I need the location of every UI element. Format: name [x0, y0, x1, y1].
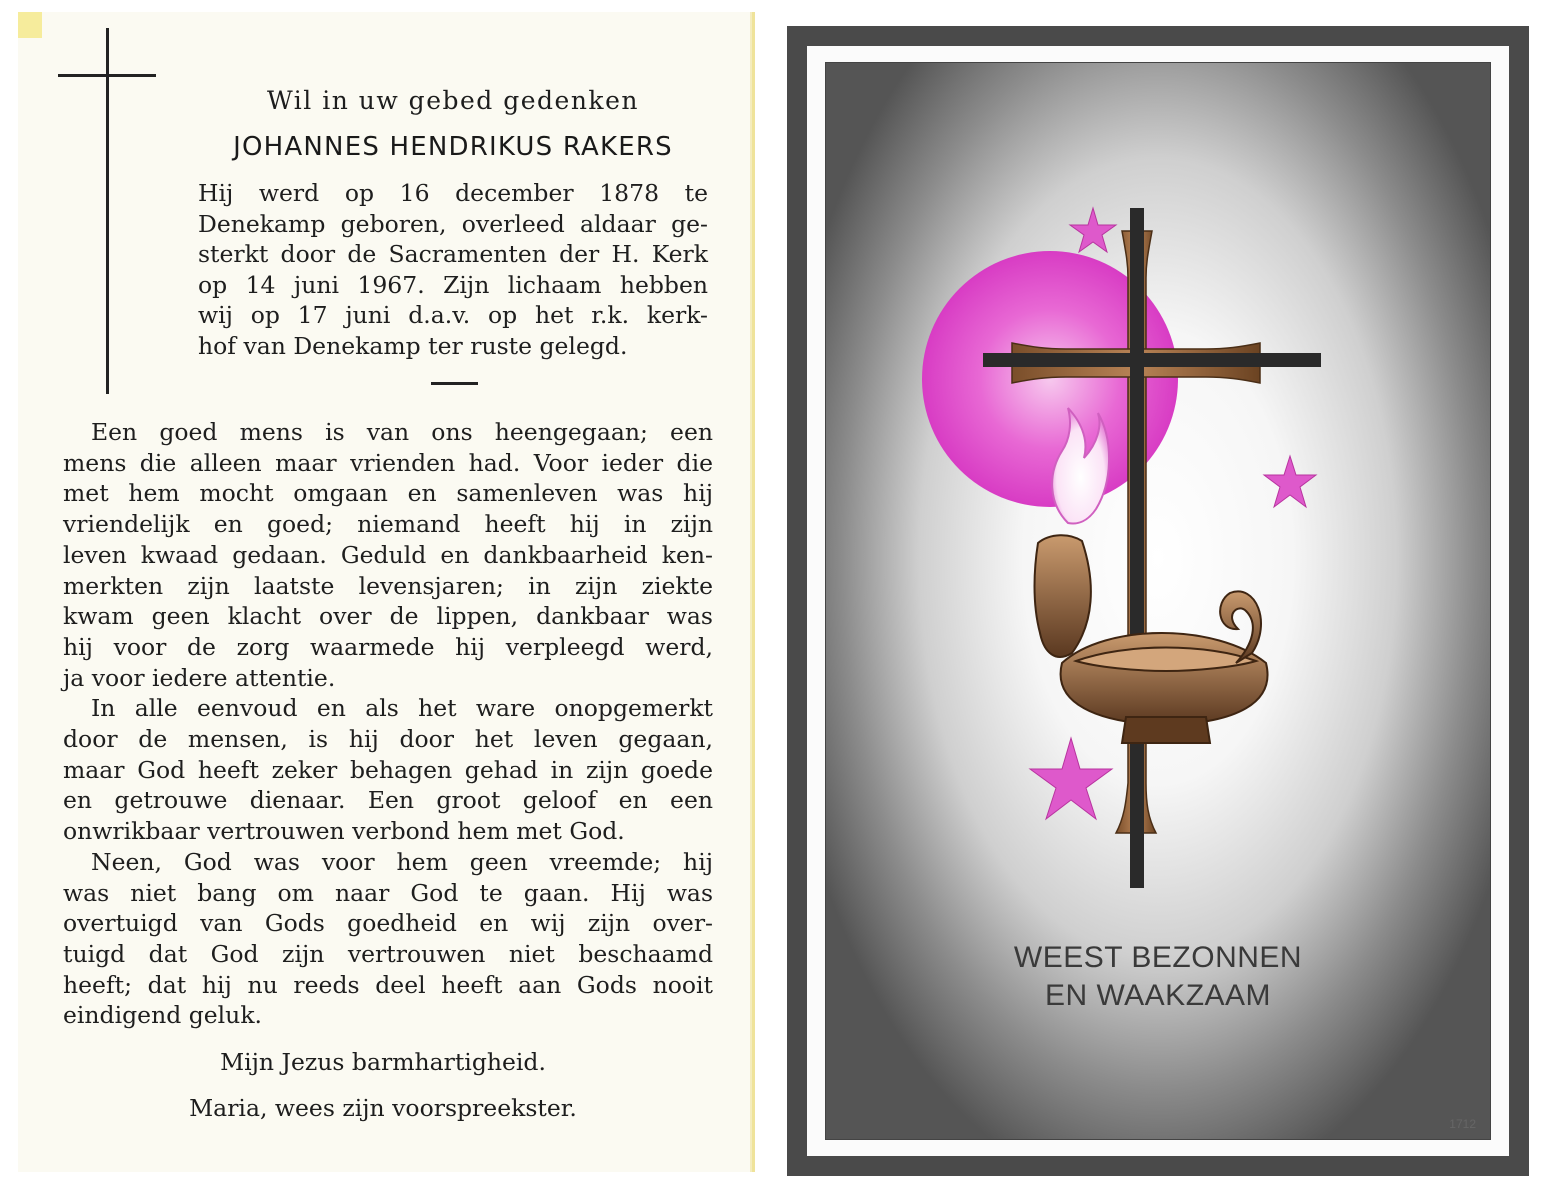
eulogy-line: overtuigd van Gods goedheid en wij zijn over- — [63, 909, 713, 938]
bio-line: wij op 17 juni d.a.v. op het r.k. kerk- — [198, 301, 708, 330]
illustration-panel — [825, 62, 1491, 1140]
eulogy-line: merkten zijn laatste levensjaren; in zijn ziekte — [63, 571, 713, 600]
star-icon — [1070, 208, 1116, 252]
eulogy-line: leven kwaad gedaan. Geduld en dankbaarheid ken- — [63, 540, 713, 569]
eulogy-line: door de mensen, is hij door het leven gegaan, — [63, 725, 713, 754]
eulogy-line: tuigd dat God zijn vertrouwen niet beschaamd — [63, 939, 713, 968]
eulogy-line: en getrouwe dienaar. Een groot geloof en een — [63, 786, 713, 815]
intro-text: Wil in uw gebed gedenken — [267, 86, 639, 115]
eulogy-line: In alle eenvoud en als het ware onopgemerkt — [91, 694, 713, 723]
motto-text — [826, 939, 1490, 1015]
eulogy-line: onwrikbaar vertrouwen verbond hem met God. — [63, 817, 625, 846]
divider-rule — [431, 382, 478, 385]
cross-icon-vertical — [106, 28, 109, 394]
memorial-card-image-side — [787, 26, 1529, 1176]
bio-line: op 14 juni 1967. Zijn lichaam hebben — [198, 270, 708, 299]
eulogy-line: kwam geen klacht over de lippen, dankbaar was — [63, 602, 713, 631]
eulogy-line: vriendelijk en goed; niemand heeft hij in zijn — [63, 510, 713, 539]
cross-icon-horizontal — [58, 74, 156, 77]
eulogy-line: heeft; dat hij nu reeds deel heeft aan Gods nooit — [63, 970, 713, 999]
motto-line: EN WAAKZAAM — [1044, 979, 1272, 1012]
motto-line: WEEST BEZONNEN — [1013, 941, 1303, 974]
star-icon — [1030, 738, 1112, 819]
eulogy-line: eindigend geluk. — [63, 1001, 263, 1030]
eulogy-line: was niet bang om naar God te gaan. Hij was — [63, 878, 713, 907]
card-border — [807, 46, 1509, 1156]
prayer-line: Maria, wees zijn voorspreekster. — [189, 1094, 577, 1122]
biography-paragraph — [198, 178, 708, 362]
memorial-card-text-side — [18, 12, 755, 1172]
bio-line: Denekamp geboren, overleed aldaar ge- — [198, 209, 708, 238]
paper-stain — [18, 12, 42, 38]
bio-line: hof van Denekamp ter ruste gelegd. — [198, 331, 628, 360]
bio-line: Hij werd op 16 december 1878 te — [198, 179, 708, 207]
eulogy-line: mens die alleen maar vrienden had. Voor ieder die — [63, 448, 713, 477]
eulogy-text — [63, 417, 713, 1031]
oil-lamp-shape — [1035, 535, 1268, 743]
deceased-name: JOHANNES HENDRIKUS RAKERS — [233, 132, 673, 162]
print-number: 1712 — [1449, 1117, 1476, 1131]
eulogy-line: Neen, God was voor hem geen vreemde; hij — [91, 847, 713, 876]
eulogy-line: maar God heeft zeker behagen gehad in zijn goede — [63, 755, 713, 784]
prayer-line: Mijn Jezus barmhartigheid. — [220, 1048, 546, 1076]
eulogy-line: ja voor iedere attentie. — [63, 663, 336, 692]
eulogy-line: Een goed mens is van ons heengegaan; een — [91, 418, 713, 446]
bio-line: sterkt door de Sacramenten der H. Kerk — [198, 240, 708, 269]
eulogy-line: met hem mocht omgaan en samenleven was hij — [63, 479, 713, 508]
eulogy-line: hij voor de zorg waarmede hij verpleegd werd, — [63, 632, 713, 661]
star-icon — [1264, 456, 1316, 507]
